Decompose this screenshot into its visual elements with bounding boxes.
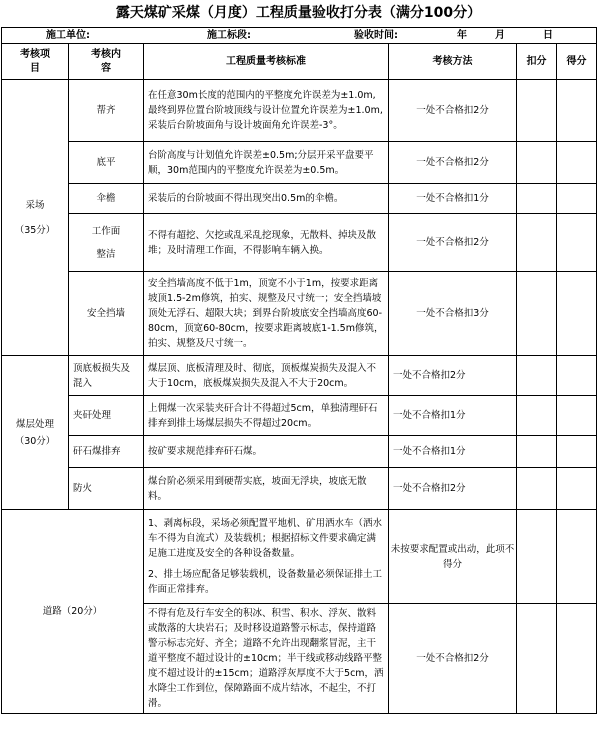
- score-cell[interactable]: [557, 604, 597, 714]
- day-label: 日: [543, 30, 553, 41]
- category-cell: [2, 356, 69, 510]
- item-standard: 煤层顶、底板清理及时、彻底，顶板煤炭损失及混入不大于10cm，底板煤炭损失及混入不大于20cm。: [144, 356, 389, 396]
- score-cell[interactable]: [557, 510, 597, 604]
- col-header-content: 考核内容: [69, 44, 144, 80]
- col-header-standard: 工程质量考核标准: [144, 44, 389, 80]
- col-header-project: 考核项目: [2, 44, 69, 80]
- score-cell[interactable]: [557, 468, 597, 510]
- score-cell[interactable]: [557, 272, 597, 356]
- deduct-cell[interactable]: [517, 184, 557, 214]
- item-method: 一处不合格扣2分: [389, 356, 517, 396]
- item-standard: 采装后的台阶坡面不得出现突出0.5m的伞檐。: [144, 184, 389, 214]
- item-method: 一处不合格扣1分: [389, 184, 517, 214]
- item-method: 一处不合格扣2分: [389, 468, 517, 510]
- deduct-cell[interactable]: [517, 510, 557, 604]
- item-content: 帮齐: [69, 80, 144, 142]
- sheet-title: 露天煤矿采煤（月度）工程质量验收打分表（满分100分）: [115, 5, 482, 21]
- category-name: 道路（20分）: [42, 606, 103, 617]
- item-content: 顶底板损失及混入: [69, 356, 144, 396]
- item-standard: 不得有危及行车安全的积冰、积雪、积水、浮灰、散料或散落的大块岩石；及时移设道路警示标志，保持道路警示标志完好、齐全；道路不允许出现翻浆冒泥，主干道平整度不超过设计的±10cm；半干线或移动线路平整度不超过设计的±15cm；道路浮灰厚度不大于5cm，洒水降尘工作到位，保障路面不成片结冰，不起尘，不打滑。: [144, 604, 389, 714]
- score-table: [1, 27, 597, 714]
- table-row: [2, 468, 597, 510]
- header-row: [2, 44, 597, 80]
- category-score: （35分）: [14, 224, 56, 236]
- score-cell[interactable]: [557, 396, 597, 436]
- item-content: 底平: [69, 142, 144, 184]
- section-label: 施工标段:: [207, 30, 251, 41]
- item-method: 一处不合格扣1分: [389, 396, 517, 436]
- table-row: [2, 272, 597, 356]
- table-row: [2, 214, 597, 272]
- item-method: 一处不合格扣2分: [389, 142, 517, 184]
- item-content: 夹矸处理: [69, 396, 144, 436]
- col-header-score: 得分: [557, 44, 597, 80]
- deduct-cell[interactable]: [517, 142, 557, 184]
- score-cell[interactable]: [557, 142, 597, 184]
- table-row: [2, 436, 597, 468]
- score-cell[interactable]: [557, 214, 597, 272]
- item-method: 一处不合格扣2分: [389, 604, 517, 714]
- year-label: 年: [457, 30, 467, 41]
- item-standard: 不得有超挖、欠挖或乱采乱挖现象，无散料、掉块及散堆；及时清理工作面，不得影响车辆入换。: [144, 214, 389, 272]
- table-row: [2, 142, 597, 184]
- item-content: 矸石煤排弃: [69, 436, 144, 468]
- item-content: 安全挡墙: [69, 272, 144, 356]
- item-method: 未按要求配置或出动，此项不得分: [389, 510, 517, 604]
- category-score: （30分）: [14, 435, 56, 447]
- item-content: 防火: [69, 468, 144, 510]
- item-method: 一处不合格扣2分: [389, 214, 517, 272]
- deduct-cell[interactable]: [517, 214, 557, 272]
- category-name: 采场: [25, 199, 45, 211]
- month-label: 月: [495, 30, 505, 41]
- score-cell[interactable]: [557, 356, 597, 396]
- deduct-cell[interactable]: [517, 80, 557, 142]
- table-row: [2, 356, 597, 396]
- item-standard: 安全挡墙高度不低于1m，顶宽不小于1m，按要求距离坡顶1.5-2m修筑，拍实、规整及尺寸统一；安全挡墙坡顶处无浮石、超限大块；到界台阶坡底安全挡墙高度60-80cm，顶宽60-80cm，按要求距离坡底1-1.5m修筑，拍实、规整及尺寸统一。: [144, 272, 389, 356]
- category-cell: [2, 510, 144, 714]
- score-cell[interactable]: [557, 184, 597, 214]
- item-standard: 上佣煤一次采装夹矸合计不得超过5cm，单独清理矸石排弃到排土场煤层损失不得超过20cm。: [144, 396, 389, 436]
- time-label: 验收时间:: [354, 30, 398, 41]
- item-standard: 台阶高度与计划值允许误差±0.5m;分层开采平盘要平顺，30m范围内的平整度允许误差为±0.5m。: [144, 142, 389, 184]
- table-row: [2, 396, 597, 436]
- item-standard: 煤台阶必须采用到硬帮实底，坡面无浮块，坡底无散料。: [144, 468, 389, 510]
- deduct-cell[interactable]: [517, 604, 557, 714]
- table-row: [2, 184, 597, 214]
- info-row: [2, 28, 597, 44]
- table-row: [2, 510, 597, 604]
- deduct-cell[interactable]: [517, 468, 557, 510]
- unit-label: 施工单位:: [46, 30, 90, 41]
- deduct-cell[interactable]: [517, 356, 557, 396]
- deduct-cell[interactable]: [517, 396, 557, 436]
- item-content: 工作面 整洁: [69, 214, 144, 272]
- category-cell: [2, 80, 69, 356]
- category-name: 煤层处理: [15, 418, 54, 430]
- item-method: 一处不合格扣2分: [389, 80, 517, 142]
- deduct-cell[interactable]: [517, 272, 557, 356]
- score-sheet: [1, 0, 596, 714]
- item-standard: 1、剥离标段，采场必须配置平地机、矿用洒水车（洒水车不得为自流式）及装载机；根据招标文件要求确定满足施工进度及安全的各种设备数量。 2、排土场应配备足够装载机，设备数量必须保证排土工作面正常排弃。: [144, 510, 389, 604]
- score-cell[interactable]: [557, 80, 597, 142]
- table-row: [2, 80, 597, 142]
- item-method: 一处不合格扣3分: [389, 272, 517, 356]
- item-standard: 在任意30m长度的范围内的平整度允许误差为±1.0m,最终到界位置台阶坡顶线与设计位置允许误差为±1.0m,采装后台阶坡面角与设计坡面角允许误差-3°。: [144, 80, 389, 142]
- item-method: 一处不合格扣1分: [389, 436, 517, 468]
- deduct-cell[interactable]: [517, 436, 557, 468]
- col-header-method: 考核方法: [389, 44, 517, 80]
- score-cell[interactable]: [557, 436, 597, 468]
- item-content: 伞檐: [69, 184, 144, 214]
- col-header-deduct: 扣分: [517, 44, 557, 80]
- item-standard: 按矿要求规范排弃矸石煤。: [144, 436, 389, 468]
